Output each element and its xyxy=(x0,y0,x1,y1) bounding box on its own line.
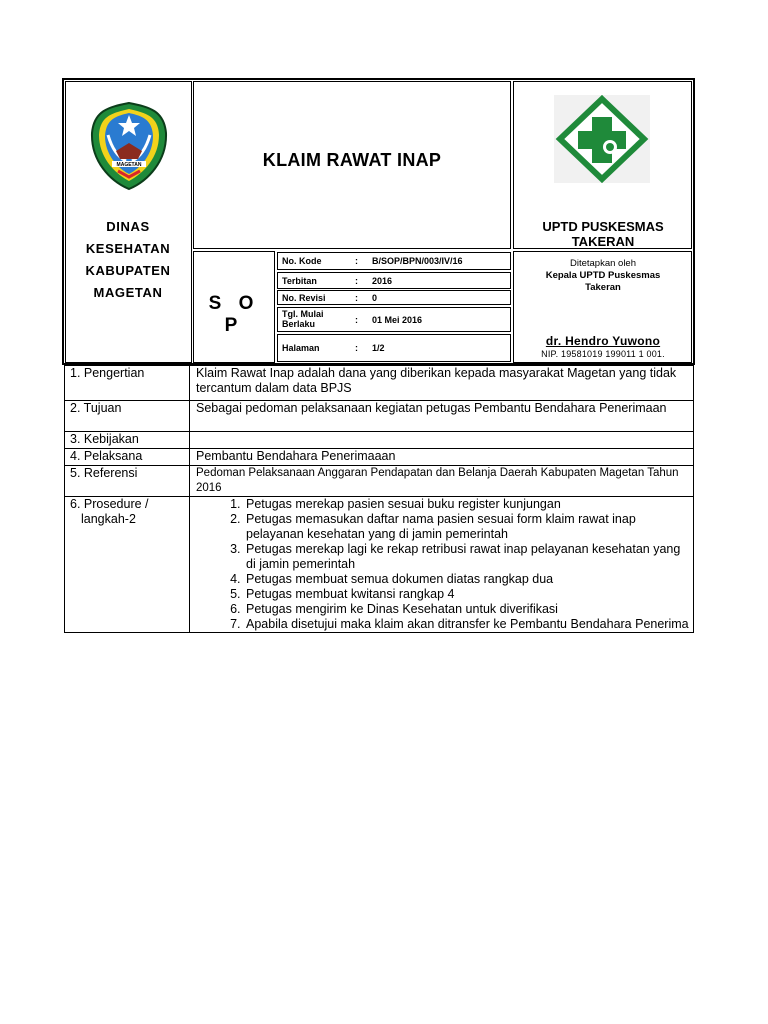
puskesmas-name xyxy=(514,219,692,249)
magetan-emblem-logo xyxy=(88,99,170,193)
meta-label-kode: No. Kode xyxy=(282,256,322,266)
meta-label-halaman: Halaman xyxy=(282,343,320,353)
meta-value-revisi: 0 xyxy=(372,293,378,303)
row-label-line-1: 6. Prosedure / xyxy=(70,497,149,511)
meta-sep-terbitan: : xyxy=(355,276,358,286)
table-row xyxy=(65,401,694,432)
row-label-line-2: langkah-2 xyxy=(81,512,136,526)
approval-line-3: Takeran xyxy=(585,282,621,293)
table-row xyxy=(65,497,694,633)
row-label: 5. Referensi xyxy=(65,466,190,497)
procedure-list xyxy=(196,497,689,632)
procedure-cell xyxy=(190,497,694,633)
meta-sep-tgl: : xyxy=(355,315,358,325)
sop-content-table xyxy=(64,365,694,633)
meta-label-terbitan: Terbitan xyxy=(282,276,317,286)
table-row xyxy=(65,366,694,401)
row-label xyxy=(65,497,190,633)
puskesmas-logo xyxy=(554,95,650,183)
document-title: KLAIM RAWAT INAP xyxy=(262,150,442,170)
meta-label-revisi: No. Revisi xyxy=(282,293,326,303)
puskesmas-line-1: UPTD PUSKESMAS xyxy=(542,219,664,234)
row-label: 3. Kebijakan xyxy=(65,432,190,449)
meta-value-halaman: 1/2 xyxy=(372,343,385,353)
row-label: 4. Pelaksana xyxy=(65,449,190,466)
org-line-3: KABUPATEN xyxy=(85,263,171,278)
org-line-4: MAGETAN xyxy=(93,285,163,300)
procedure-step: 1. Petugas merekap pasien sesuai buku register kunjungan xyxy=(244,497,689,512)
table-row xyxy=(65,466,694,497)
meta-value-tgl: 01 Mei 2016 xyxy=(372,315,423,325)
meta-sep-revisi: : xyxy=(355,293,358,303)
approval-block xyxy=(514,258,692,294)
approval-line-2: Kepala UPTD Puskesmas xyxy=(545,270,661,281)
procedure-step: 7. Apabila disetujui maka klaim akan ditransfer ke Pembantu Bendahara Penerima xyxy=(244,617,689,632)
row-text: Pembantu Bendahara Penerimaaan xyxy=(190,449,694,466)
meta-sep-kode: : xyxy=(355,256,358,266)
sop-label: S O P xyxy=(208,293,260,336)
meta-value-kode: B/SOP/BPN/003/IV/16 xyxy=(372,256,463,266)
procedure-step: 6. Petugas mengirim ke Dinas Kesehatan untuk diverifikasi xyxy=(244,602,689,617)
row-label: 2. Tujuan xyxy=(65,401,190,432)
approver-name: dr. Hendro Yuwono xyxy=(545,334,661,348)
meta-sep-halaman: : xyxy=(355,343,358,353)
puskesmas-line-2: TAKERAN xyxy=(571,234,635,249)
organization-name xyxy=(66,216,190,304)
meta-label-tgl: Tgl. Mulai Berlaku xyxy=(282,309,324,329)
emblem-text: MAGETAN xyxy=(116,162,142,168)
row-text xyxy=(190,432,694,449)
row-text: Sebagai pedoman pelaksanaan kegiatan petugas Pembantu Bendahara Penerimaan xyxy=(190,401,694,432)
procedure-step: 3. Petugas merekap lagi ke rekap retribusi rawat inap pelayanan kesehatan yang di jamin pemerintah xyxy=(244,542,689,572)
meta-value-terbitan: 2016 xyxy=(372,276,393,286)
approval-line-1: Ditetapkan oleh xyxy=(569,258,637,269)
row-label: 1. Pengertian xyxy=(65,366,190,401)
org-line-1: DINAS xyxy=(106,219,150,234)
procedure-step: 5. Petugas membuat kwitansi rangkap 4 xyxy=(244,587,689,602)
procedure-step: 2. Petugas memasukan daftar nama pasien sesuai form klaim rawat inap pelayanan kesehatan yang di jamin pemerintah xyxy=(244,512,689,542)
procedure-step: 4. Petugas membuat semua dokumen diatas rangkap dua xyxy=(244,572,689,587)
approver-nip: NIP. 19581019 199011 1 001. xyxy=(541,349,665,359)
org-line-2: KESEHATAN xyxy=(85,241,171,256)
row-text: Pedoman Pelaksanaan Anggaran Pendapatan dan Belanja Daerah Kabupaten Magetan Tahun 2016 xyxy=(190,466,694,497)
row-text: Klaim Rawat Inap adalah dana yang diberikan kepada masyarakat Magetan yang tidak tercantum dalam data BPJS xyxy=(190,366,694,401)
table-row xyxy=(65,432,694,449)
table-row xyxy=(65,449,694,466)
